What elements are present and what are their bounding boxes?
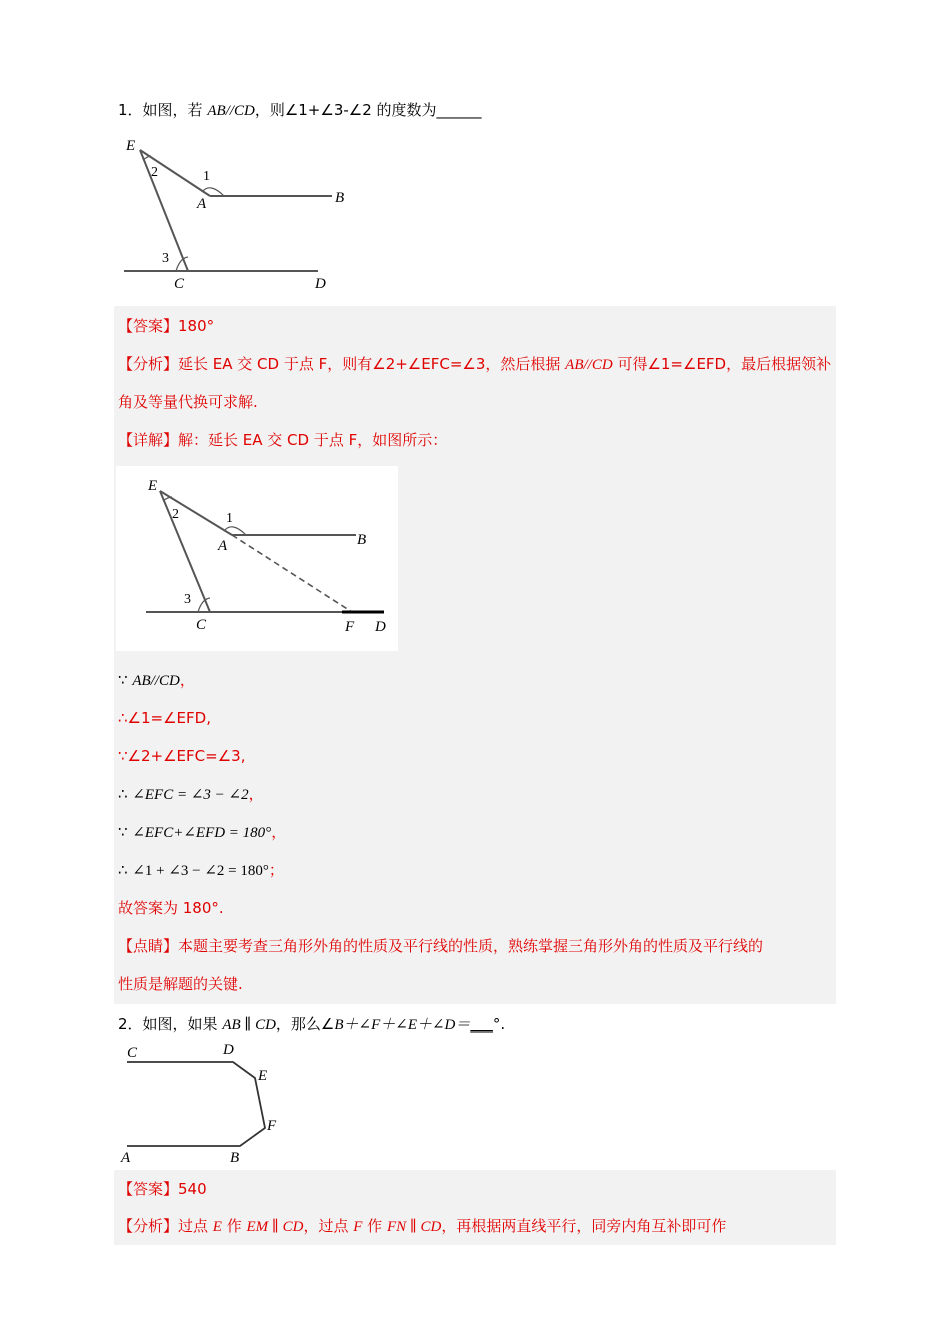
q1-detail-figure — [116, 466, 398, 651]
q1-detail: 【详解】解：延长 EA 交 CD 于点 F，如图所示： — [118, 431, 448, 449]
q1-question: 1．如图，若 AB//CD，则∠1+∠3-∠2 的度数为______ — [118, 101, 482, 119]
q1-comment-line2: 性质是解题的关键. — [118, 975, 243, 993]
label-angle1: 1 — [203, 169, 210, 184]
q1-figure — [110, 130, 360, 295]
line-af-dashed — [232, 535, 352, 612]
label-f: F — [267, 1118, 277, 1134]
label-d: D — [223, 1042, 234, 1058]
label-angle3: 3 — [162, 251, 169, 266]
q1-answer: 【答案】180° — [118, 317, 215, 335]
label-d: D — [315, 276, 326, 292]
q2-analysis: 【分析】过点 E 作 EM ∥ CD，过点 F 作 FN ∥ CD，再根据两直线平行，同旁内角互补即可作 — [118, 1217, 727, 1235]
q1-step-2: ∴∠1=∠EFD, — [118, 709, 211, 727]
label-angle2: 2 — [151, 165, 158, 180]
label-b: B — [357, 532, 367, 548]
label-c: C — [174, 276, 185, 292]
angle1-arc — [224, 527, 246, 535]
label-e: E — [258, 1068, 268, 1084]
label-f: F — [345, 619, 355, 635]
q1-conclusion: 故答案为 180°. — [118, 899, 224, 917]
q2-answer: 【答案】540 — [118, 1180, 207, 1198]
q1-step-6: ∴ ∠1 + ∠3 − ∠2 = 180°； — [118, 861, 284, 879]
q1-step-3: ∵∠2+∠EFC=∠3, — [118, 747, 246, 765]
label-a: A — [121, 1150, 131, 1166]
label-e: E — [126, 138, 136, 154]
label-a: A — [197, 196, 207, 212]
q1-comment-line1: 【点睛】本题主要考查三角形外角的性质及平行线的性质，熟练掌握三角形外角的性质及平行线的 — [118, 937, 764, 955]
label-angle1: 1 — [226, 511, 233, 526]
label-angle3: 3 — [184, 592, 191, 607]
label-c: C — [127, 1045, 138, 1061]
polyline-cdefba — [127, 1062, 268, 1146]
q1-step-5: ∵ ∠EFC+∠EFD = 180°， — [118, 823, 287, 841]
q2-figure — [115, 1040, 295, 1168]
q1-analysis-line1: 【分析】延长 EA 交 CD 于点 F，则有∠2+∠EFC=∠3，然后根据 AB//CD 可得∠1=∠EFD，最后根据领补 — [118, 355, 832, 373]
label-a: A — [218, 538, 228, 554]
label-angle2: 2 — [172, 507, 179, 522]
q1-step-4: ∴ ∠EFC = ∠3 − ∠2， — [118, 785, 264, 803]
q1-detail-figure-frame — [116, 466, 398, 651]
label-c: C — [196, 617, 207, 633]
label-b: B — [230, 1150, 240, 1166]
label-d: D — [375, 619, 386, 635]
q1-step-1: ∵ AB//CD， — [118, 671, 195, 689]
q1-analysis-line2: 角及等量代换可求解. — [118, 393, 258, 411]
label-b: B — [335, 190, 345, 206]
q2-question: 2．如图，如果 AB ∥ CD，那么∠B＋∠F＋∠E＋∠D＝___°. — [118, 1015, 506, 1033]
label-e: E — [148, 478, 158, 494]
